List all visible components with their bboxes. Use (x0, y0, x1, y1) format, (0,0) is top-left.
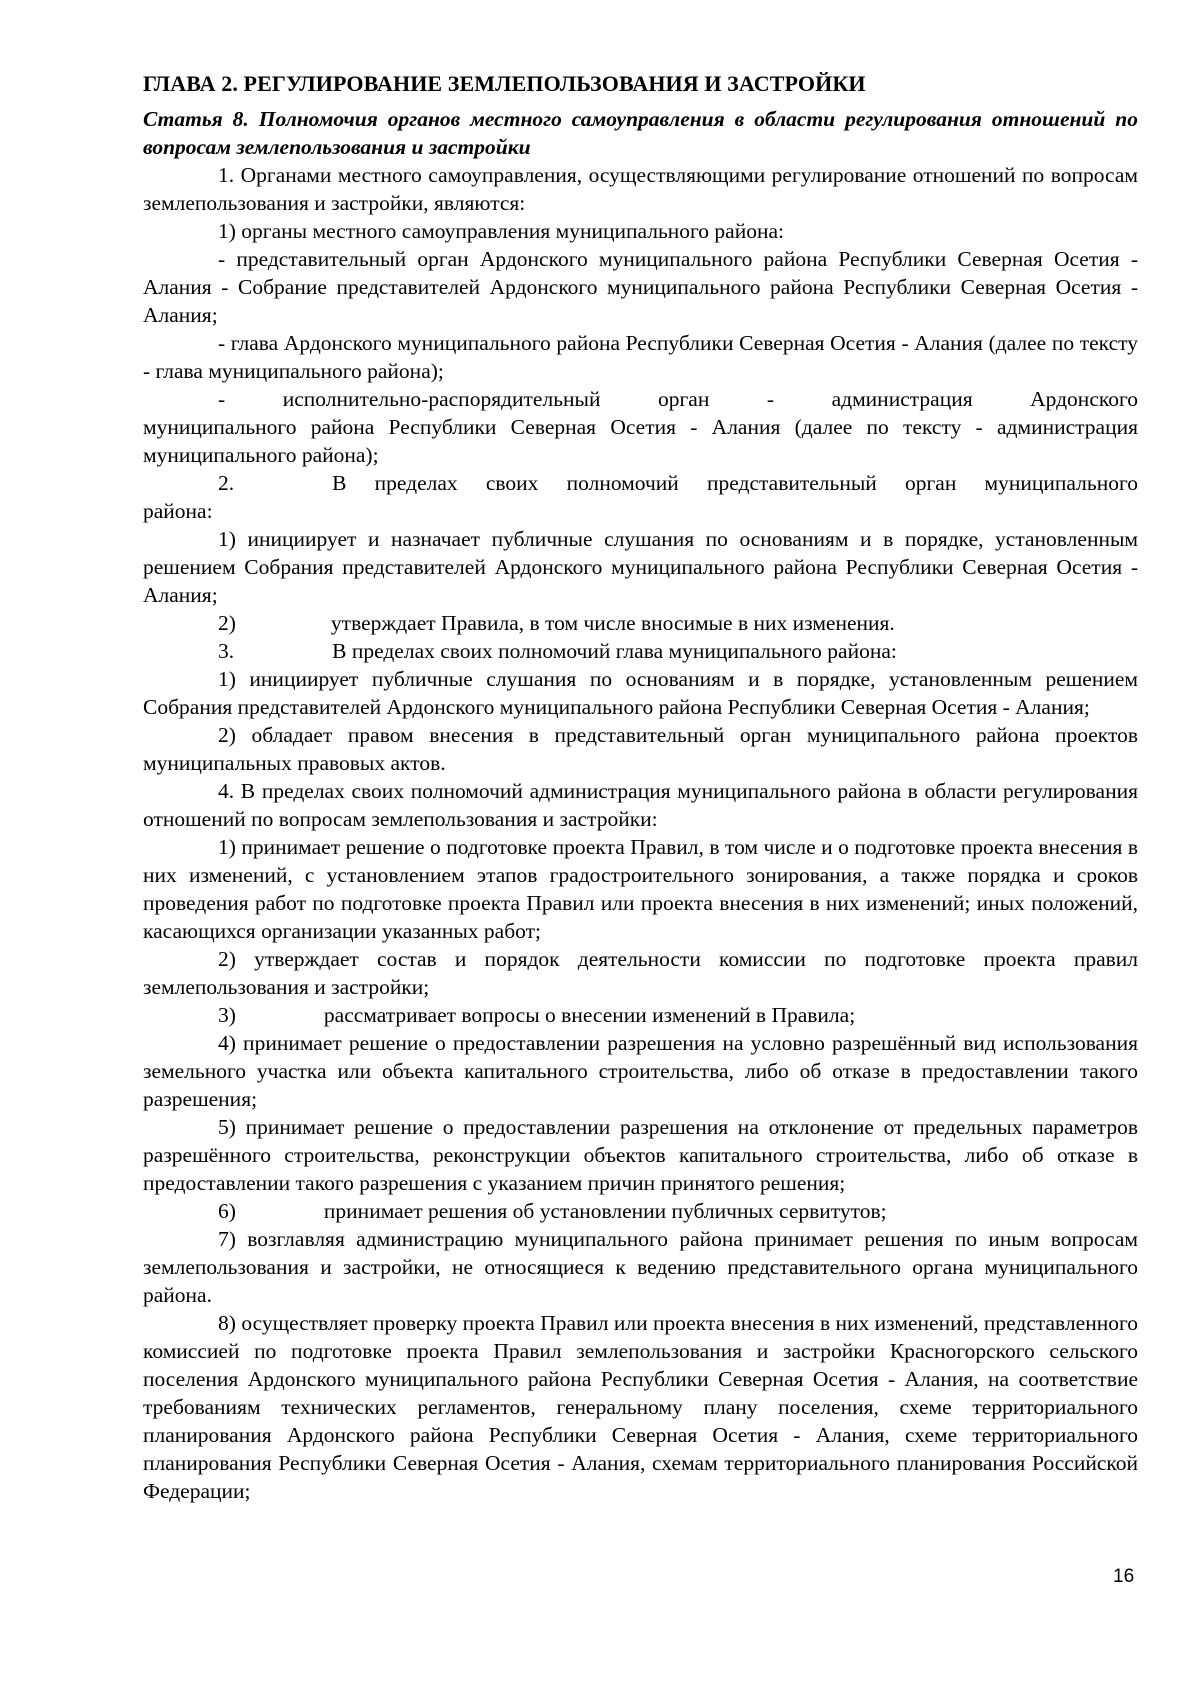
paragraph-1-item-1-representative-body: - представительный орган Ардонского муниципального района Республики Северная Осетия - Алания - Собрание представителей Ардонского муниципального района Республики Северная Осетия - Алания; (143, 247, 1138, 327)
paragraph-2-rest: района: (143, 499, 213, 523)
paragraph-1-item-1-administration-rest: муниципального района Республики Северная Осетия - Алания (далее по тексту - администрация муниципального района); (143, 415, 1138, 467)
paragraph-2-item-1: 1) инициирует и назначает публичные слушания по основаниям и в порядке, установленным решением Собрания представителей Ардонского муниципального района Республики Северная Осетия - Алания; (143, 527, 1138, 607)
paragraph-2-line-1: В пределах своих полномочий представительный орган муниципального (332, 471, 1138, 495)
paragraph-4-item-3 (143, 1001, 1138, 1029)
paragraph-1-item-1: 1) органы местного самоуправления муниципального района: (218, 219, 784, 243)
paragraph-4-item-3-text: рассматривает вопросы о внесении изменений в Правила; (323, 1003, 856, 1027)
paragraph-4-item-6-text: принимает решения об установлении публичных сервитутов; (323, 1199, 887, 1223)
paragraph-2-item-2 (143, 609, 1138, 637)
paragraph-3-item-2: 2) обладает правом внесения в представительный орган муниципального района проектов муниципальных правовых актов. (143, 723, 1138, 775)
chapter-title: ГЛАВА 2. РЕГУЛИРОВАНИЕ ЗЕМЛЕПОЛЬЗОВАНИЯ И ЗАСТРОЙКИ (143, 71, 866, 96)
paragraph-3-item-1: 1) инициирует публичные слушания по основаниям и в порядке, установленным решением Собрания представителей Ардонского муниципального района Республики Северная Осетия - Алания; (143, 667, 1138, 719)
paragraph-4: 4. В пределах своих полномочий администрация муниципального района в области регулирования отношений по вопросам землепользования и застройки: (143, 779, 1138, 831)
paragraph-4-item-7: 7) возглавляя администрацию муниципального района принимает решения по иным вопросам землепользования и застройки, не относящиеся к ведению представительного органа муниципального района. (143, 1227, 1138, 1307)
paragraph-4-item-1: 1) принимает решение о подготовке проекта Правил, в том числе и о подготовке проекта внесения в них изменений, с установлением этапов градостроительного зонирования, а также порядка и сроков проведения работ по подготовке проекта Правил или проекта внесения в них изменений; иных положений, касающихся организации указанных работ; (143, 835, 1138, 943)
paragraph-4-item-3-number: 3) (218, 1003, 236, 1027)
paragraph-4-item-4: 4) принимает решение о предоставлении разрешения на условно разрешённый вид использования земельного участка или объекта капитального строительства, либо об отказе в предоставлении такого разрешения; (143, 1031, 1138, 1111)
paragraph-2-first-line (143, 469, 1138, 497)
paragraph-3-text: В пределах своих полномочий глава муниципального района: (332, 639, 897, 663)
article-title: Статья 8. Полномочия органов местного самоуправления в области регулирования отношений по вопросам землепользования и застройки (143, 107, 1138, 159)
paragraph-2-number: 2. (218, 471, 235, 495)
paragraph-2-item-2-text: утверждает Правила, в том числе вносимые в них изменения. (330, 611, 895, 635)
paragraph-4-item-6 (143, 1197, 1138, 1225)
paragraph-4-item-2: 2) утверждает состав и порядок деятельности комиссии по подготовке проекта правил землепользования и застройки; (143, 947, 1138, 999)
paragraph-4-item-8: 8) осуществляет проверку проекта Правил или проекта внесения в них изменений, представленного комиссией по подготовке проекта Правил землепользования и застройки Красногорского сельского поселения Ардонского муниципального района Республики Северная Осетия - Алания, на соответствие требованиям технических регламентов, генеральному плану поселения, схеме территориального планирования Ардонского района Республики Северная Осетия - Алания, схеме территориального планирования Республики Северная Осетия - Алания, схемам территориального планирования Российской Федерации; (143, 1311, 1138, 1503)
paragraph-1: 1. Органами местного самоуправления, осуществляющими регулирование отношений по вопросам землепользования и застройки, являются: (143, 163, 1138, 215)
document-body (143, 70, 1138, 1505)
paragraph-1-item-1-head: - глава Ардонского муниципального района Республики Северная Осетия - Алания (далее по тексту - глава муниципального района); (143, 331, 1138, 383)
paragraph-2-item-2-number: 2) (218, 611, 236, 635)
paragraph-1-item-1-administration-line-1: - исполнительно-распорядительный орган - администрация Ардонского (218, 387, 1138, 411)
paragraph-3 (143, 637, 1138, 665)
paragraph-3-number: 3. (218, 639, 235, 663)
paragraph-4-item-5: 5) принимает решение о предоставлении разрешения на отклонение от предельных параметров разрешённого строительства, реконструкции объектов капитального строительства, либо об отказе в предоставлении такого разрешения с указанием причин принятого решения; (143, 1115, 1138, 1195)
paragraph-4-item-6-number: 6) (218, 1199, 236, 1223)
page-number: 16 (1113, 1566, 1135, 1587)
